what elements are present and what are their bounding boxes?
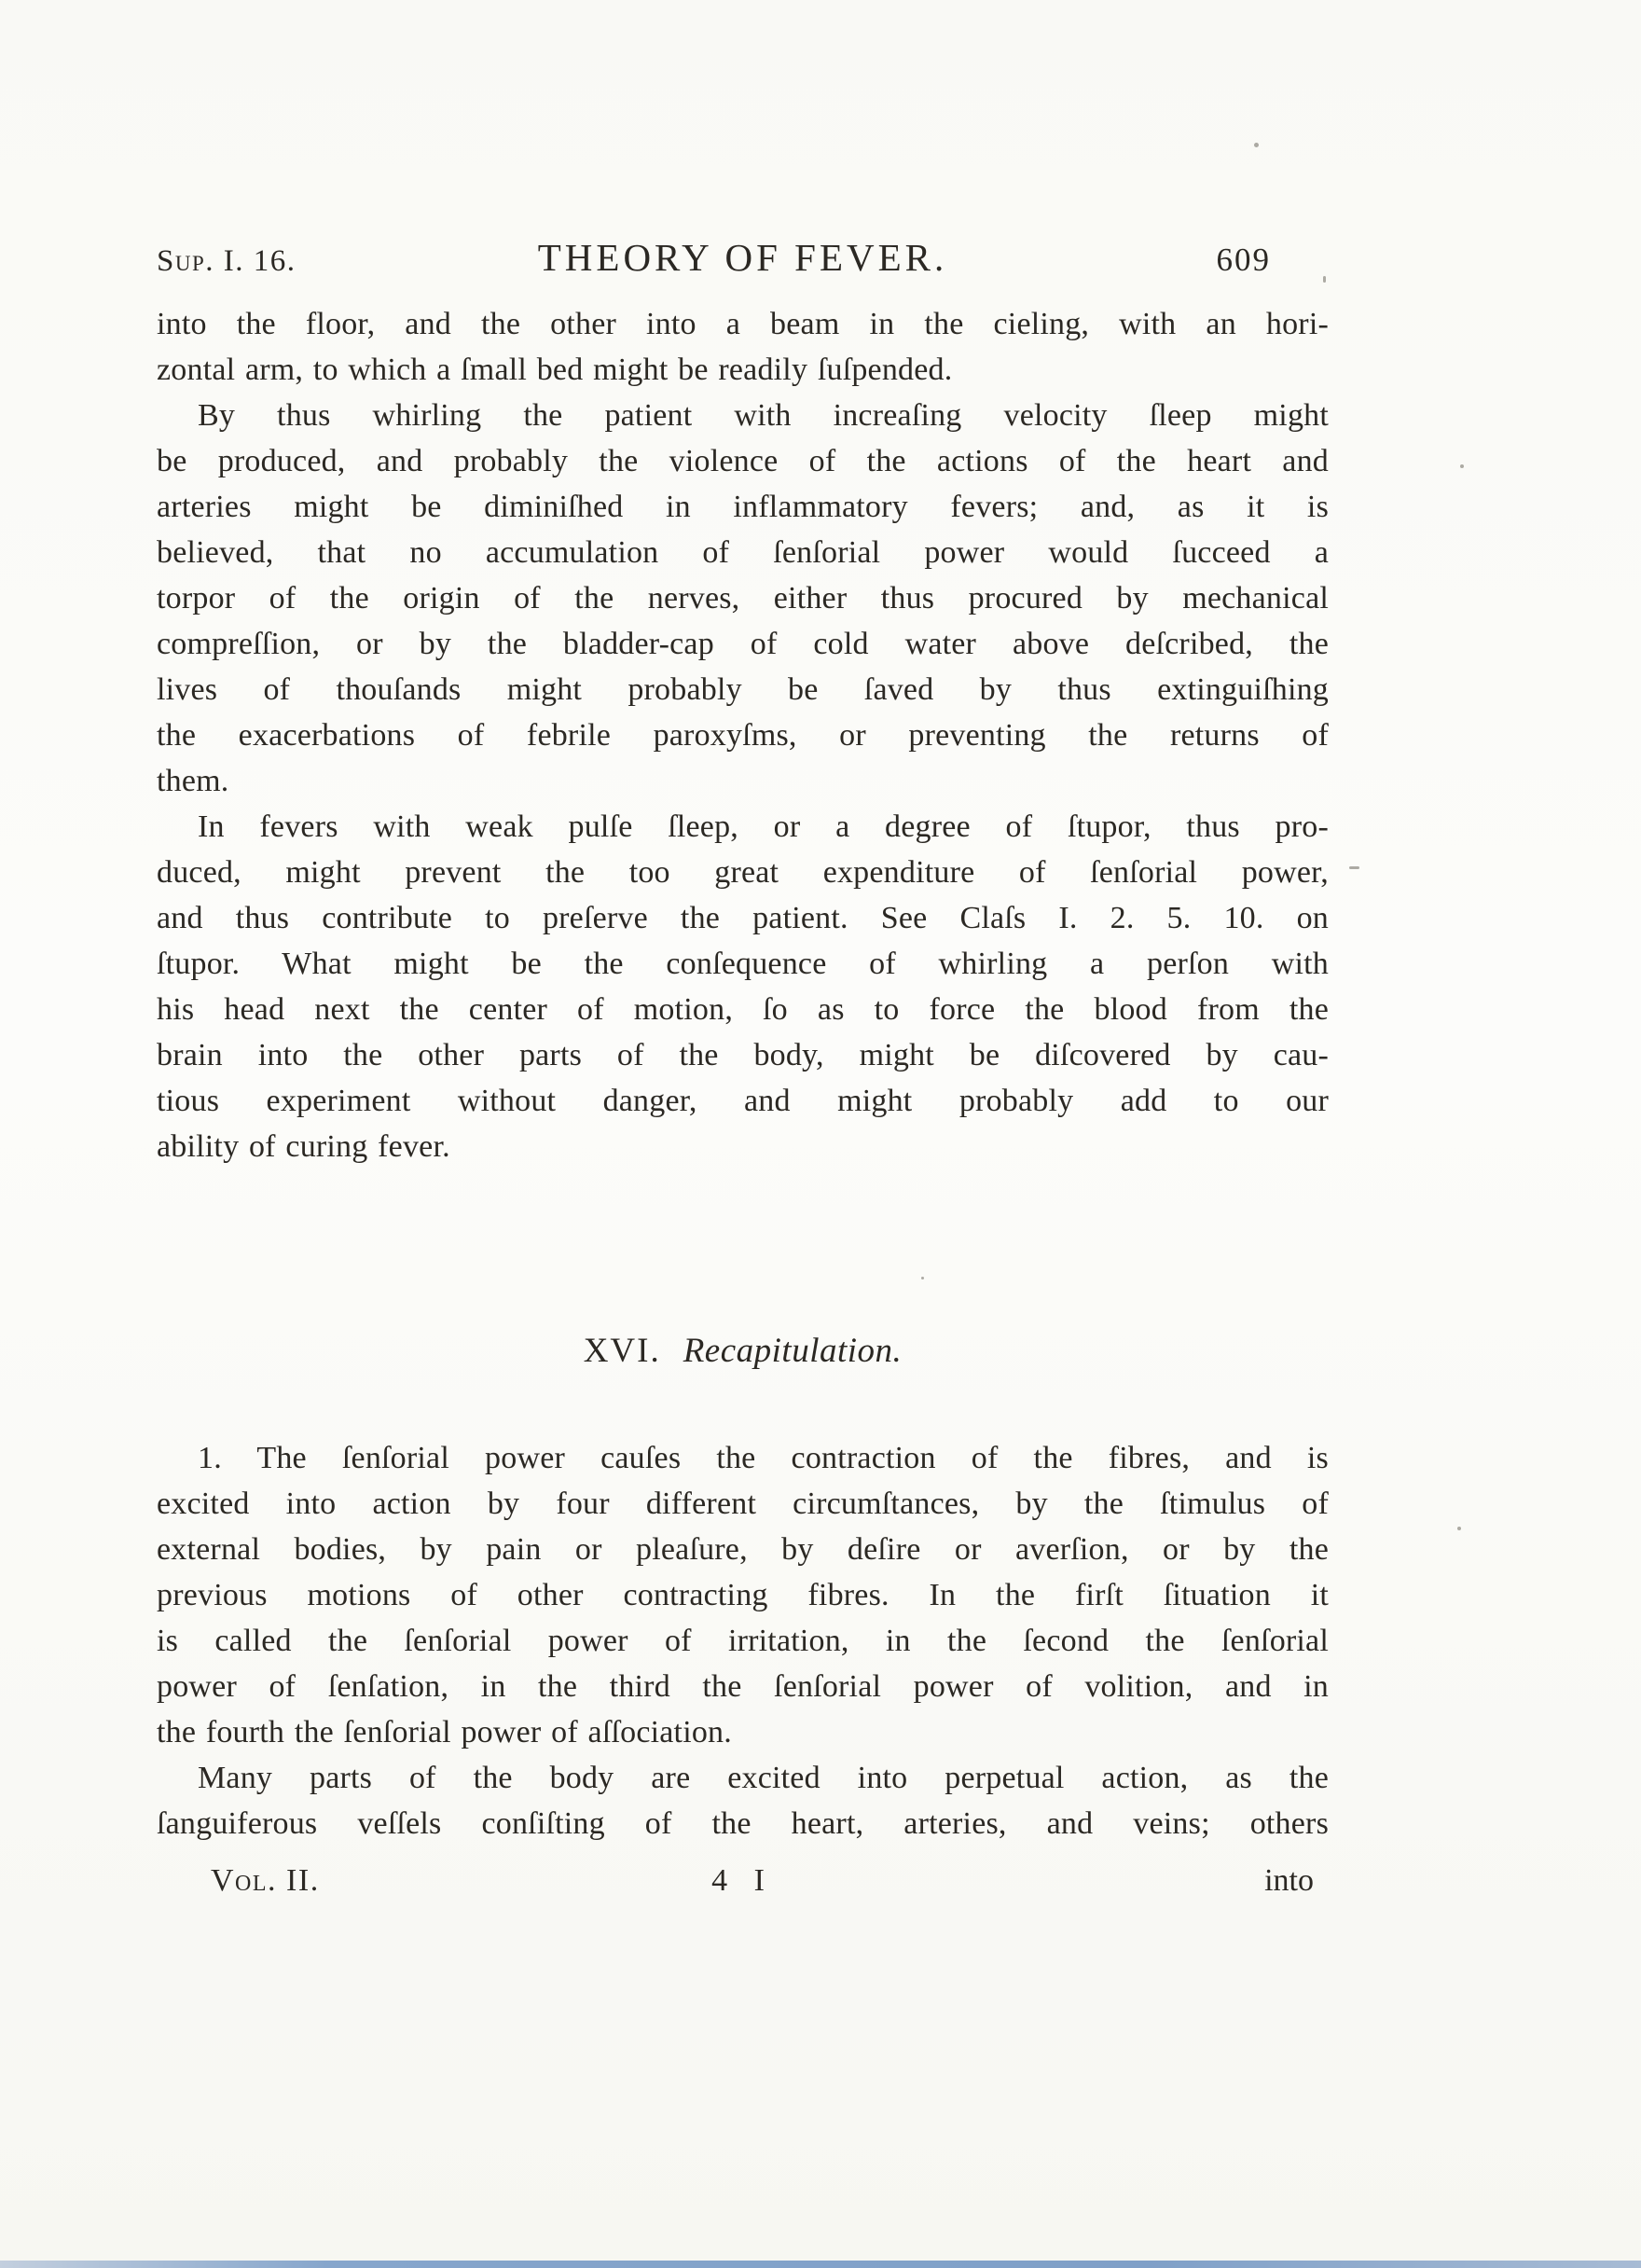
section-heading [157,1328,1329,1374]
text-line: arteries might be diminiſhed in inflammatory fevers; and, as it is [157,490,1329,524]
text-line: lives of thouſands might probably be ſaved by thus extinguiſhing [157,672,1329,707]
text-line: tious experiment without danger, and might probably add to our [157,1084,1329,1118]
text-line: brain into the other parts of the body, might be diſcovered by cau- [157,1038,1329,1072]
text-line: external bodies, by pain or pleaſure, by deſire or averſion, or by the [157,1532,1329,1567]
text-line: duced, might prevent the too great expenditure of ſenſorial power, [157,855,1329,890]
text-line: power of ſenſation, in the third the ſenſorial power of volition, and in [157,1669,1329,1704]
text-line: 1. The ſenſorial power cauſes the contraction of the fibres, and is [198,1441,1329,1475]
text-line: Many parts of the body are excited into perpetual action, as the [198,1761,1329,1795]
section-reference: Sup. I. 16. [157,244,296,278]
paragraph [157,1435,1329,1755]
text-line: By thus whirling the patient with increaſing velocity ſleep might [198,398,1329,433]
scan-speck [1457,1527,1461,1530]
text-line: believed, that no accumulation of ſenſorial power would ſucceed a [157,535,1329,570]
text-line: and thus contribute to preſerve the patient. See Claſs I. 2. 5. 10. on [157,901,1329,935]
scanner-edge-artifact [0,2261,1641,2268]
text-line: In fevers with weak pulſe ſleep, or a degree of ſtupor, thus pro- [198,809,1329,844]
running-title: THEORY OF FEVER. [537,236,948,279]
text-line: them. [157,764,229,798]
text-line: his head next the center of motion, ſo as to force the blood from the [157,992,1329,1027]
paragraph-continuation [157,301,1329,393]
text-line: the fourth the ſenſorial power of aſſociation. [157,1715,732,1749]
paragraph [157,804,1329,1169]
paragraph [157,393,1329,804]
paragraph [157,1755,1329,1846]
scan-speck [921,1277,924,1279]
text-line: excited into action by four different circumſtances, by the ſtimulus of [157,1487,1329,1521]
text-line: into the floor, and the other into a beam in the cieling, with an hori- [157,307,1329,341]
running-header [157,235,1329,284]
scan-speck [1323,276,1326,283]
signature-mark: 4 I [711,1863,774,1898]
section-title: Recapitulation. [683,1332,903,1370]
text-line: compreſſion, or by the bladder-cap of cold water above deſcribed, the [157,627,1329,661]
text-line: zontal arm, to which a ſmall bed might be readily ſuſpended. [157,353,953,387]
scan-speck [1460,464,1464,468]
text-line: the exacerbations of febrile paroxyſms, or preventing the returns of [157,718,1329,753]
page-body [157,301,1329,1846]
text-line: ſtupor. What might be the conſequence of whirling a perſon with [157,947,1329,981]
catchword: into [1264,1863,1314,1898]
scan-speck [1349,866,1359,869]
book-page [157,235,1329,1903]
text-line: torpor of the origin of the nerves, either thus procured by mechanical [157,581,1329,615]
text-line: previous motions of other contracting fibres. In the firſt ſituation it [157,1578,1329,1612]
scan-speck [1254,143,1259,147]
text-line: be produced, and probably the violence of the actions of the heart and [157,444,1329,478]
text-line: ability of curing fever. [157,1129,450,1164]
section-number: XVI. [583,1332,661,1370]
volume-label: Vol. II. [211,1863,320,1898]
text-line: ſanguiferous veſſels conſiſting of the heart, arteries, and veins; others [157,1806,1329,1841]
text-line: is called the ſenſorial power of irritation, in the ſecond the ſenſorial [157,1624,1329,1658]
page-number: 609 [1216,242,1271,278]
page-footer [157,1858,1329,1903]
